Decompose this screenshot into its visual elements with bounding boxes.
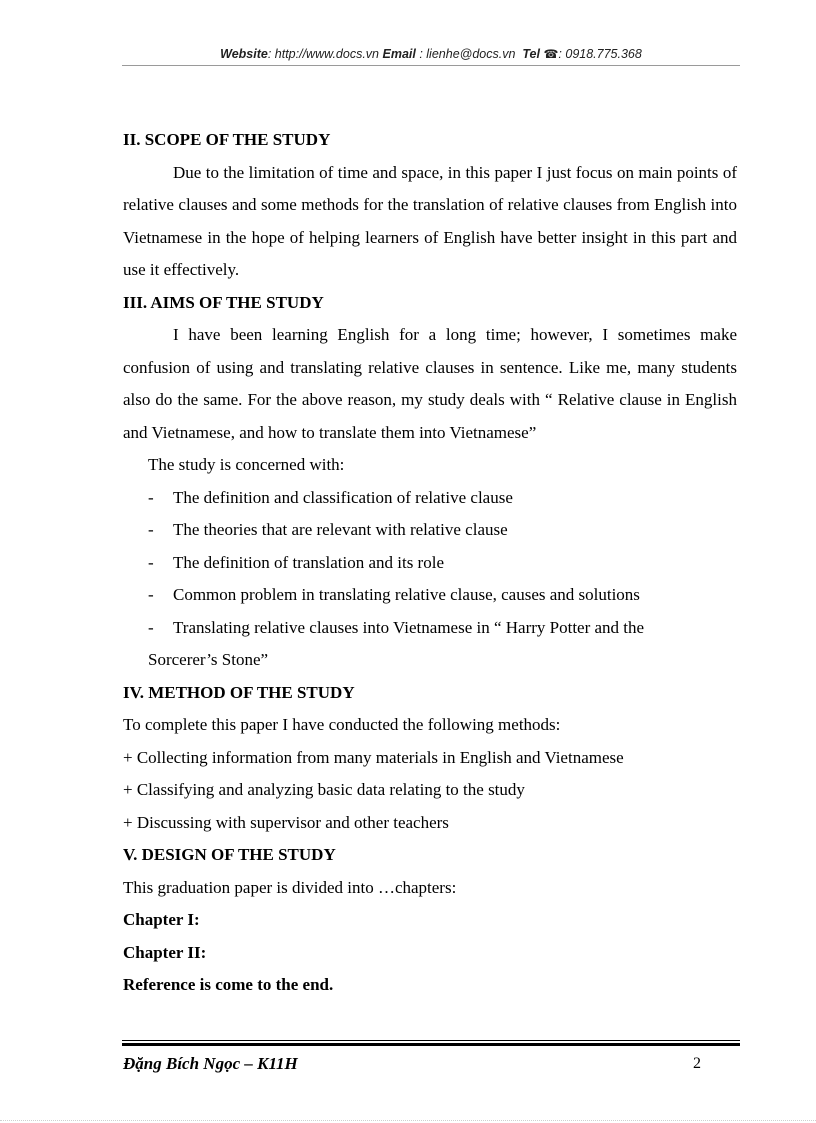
aims-bullet-item	[123, 579, 737, 612]
footer-divider-thick	[122, 1043, 740, 1046]
aims-heading: III. AIMS OF THE STUDY	[123, 292, 324, 312]
bullet-dash: -	[148, 487, 154, 507]
aims-bullet-item	[123, 482, 737, 515]
design-intro: This graduation paper is divided into …chapters:	[123, 877, 457, 897]
method-heading: IV. METHOD OF THE STUDY	[123, 682, 355, 702]
aims-intro: The study is concerned with:	[148, 455, 345, 474]
bullet-text: Translating relative clauses into Vietnamese in “ Harry Potter and the	[173, 617, 645, 637]
document-body	[123, 124, 737, 1002]
aims-paragraph: I have been learning English for a long time; however, I sometimes make confusion of using and translating relative clauses in sentence. Like me, many students also do the same. For the above reason, my study deals with “ Relative clause in English and Vietnamese, and how to translate them into Vietnamese”	[123, 325, 737, 442]
email-label: Email	[382, 47, 416, 61]
bullet-continuation: Sorcerer’s Stone”	[148, 650, 269, 669]
website-url[interactable]: : http://www.docs.vn	[267, 47, 380, 61]
design-heading: V. DESIGN OF THE STUDY	[123, 845, 336, 864]
bullet-text: The theories that are relevant with relative clause	[173, 520, 508, 539]
header-divider	[122, 65, 740, 66]
page-header	[122, 47, 740, 61]
aims-bullet-item	[123, 612, 737, 645]
bullet-text: The definition of translation and its role	[173, 552, 444, 572]
aims-bullet-item	[123, 547, 737, 580]
bullet-dash: -	[148, 520, 154, 539]
scope-heading: II. SCOPE OF THE STUDY	[123, 130, 331, 149]
bullet-dash: -	[148, 552, 154, 572]
tel-label: Tel	[522, 47, 540, 61]
chapter-1-label: Chapter I:	[123, 910, 200, 929]
bullet-text: The definition and classification of relative clause	[173, 487, 513, 507]
method-item: + Classifying and analyzing basic data relating to the study	[123, 780, 525, 799]
page-bottom-edge	[0, 1120, 816, 1121]
aims-bullet-item	[123, 514, 737, 547]
tel-number: : 0918.775.368	[558, 47, 642, 61]
footer-divider-thin	[122, 1040, 740, 1041]
method-intro: To complete this paper I have conducted the following methods:	[123, 715, 561, 734]
chapter-2-label: Chapter II:	[123, 942, 207, 962]
page-number: 2	[693, 1055, 701, 1072]
email-address[interactable]: : lienhe@docs.vn	[415, 47, 516, 61]
bullet-text: Common problem in translating relative clause, causes and solutions	[173, 585, 640, 604]
method-item: + Collecting information from many materials in English and Vietnamese	[123, 747, 624, 767]
footer-author: Đặng Bích Ngọc – K11H	[123, 1054, 298, 1073]
method-item: + Discussing with supervisor and other teachers	[123, 812, 449, 832]
bullet-dash: -	[148, 585, 154, 604]
phone-icon: ☎	[543, 47, 559, 61]
scope-paragraph: Due to the limitation of time and space, in this paper I just focus on main points of relative clauses and some methods for the translation of relative clauses from English into Vietnamese in the hope of helping learners of English have better insight in this part and use it effectively.	[123, 162, 737, 279]
bullet-dash: -	[148, 617, 154, 637]
website-label: Website	[220, 47, 268, 61]
reference-line: Reference is come to the end.	[123, 975, 334, 994]
